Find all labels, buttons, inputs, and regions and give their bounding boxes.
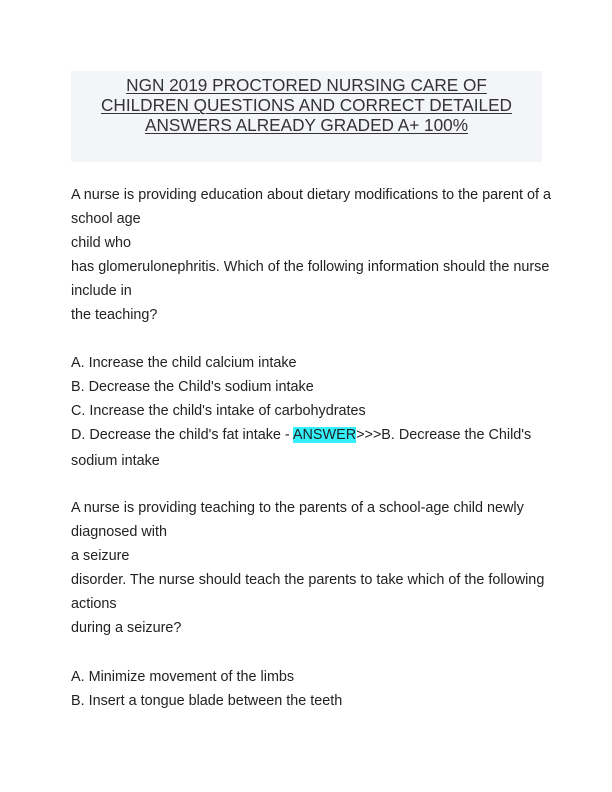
q1-answer-text: >>>B. Decrease the Child's — [356, 427, 532, 443]
q2-stem-line-3: a seizure — [71, 548, 130, 564]
q1-option-b: B. Decrease the Child's sodium intake — [71, 379, 314, 395]
q2-stem-line-5: actions — [71, 596, 117, 612]
title-line-1: NGN 2019 PROCTORED NURSING CARE OF — [126, 75, 487, 95]
q1-stem-line-1: A nurse is providing education about dietary modifications to the parent of a — [71, 187, 551, 203]
q2-stem-line-1: A nurse is providing teaching to the parents of a school-age child newly — [71, 500, 524, 516]
q1-option-c: C. Increase the child's intake of carbohydrates — [71, 403, 366, 419]
q2-option-a: A. Minimize movement of the limbs — [71, 669, 295, 685]
answer-highlight: ANSWER — [292, 427, 357, 443]
q2-stem-line-6: during a seizure? — [71, 620, 182, 636]
q1-stem-line-4: has glomerulonephritis. Which of the following information should the nurse — [71, 259, 550, 275]
q2-stem-line-4: disorder. The nurse should teach the parents to take which of the following — [71, 572, 545, 588]
q1-option-d: D. Decrease the child's fat intake - — [71, 427, 293, 443]
q1-option-a: A. Increase the child calcium intake — [71, 355, 297, 371]
title-box — [71, 71, 542, 162]
q1-stem-line-2: school age — [71, 211, 141, 227]
title-line-3: ANSWERS ALREADY GRADED A+ 100% — [144, 115, 469, 135]
q2-option-b: B. Insert a tongue blade between the teeth — [71, 693, 343, 709]
q2-stem-line-2: diagnosed with — [71, 524, 168, 540]
title-line-2: CHILDREN QUESTIONS AND CORRECT DETAILED — [101, 95, 512, 115]
q1-answer-continuation: sodium intake — [71, 453, 160, 469]
q1-stem-line-5: include in — [71, 283, 132, 299]
q1-stem-line-6: the teaching? — [71, 307, 158, 323]
q1-stem-line-3: child who — [71, 235, 131, 251]
q1-option-d-line — [71, 426, 531, 444]
